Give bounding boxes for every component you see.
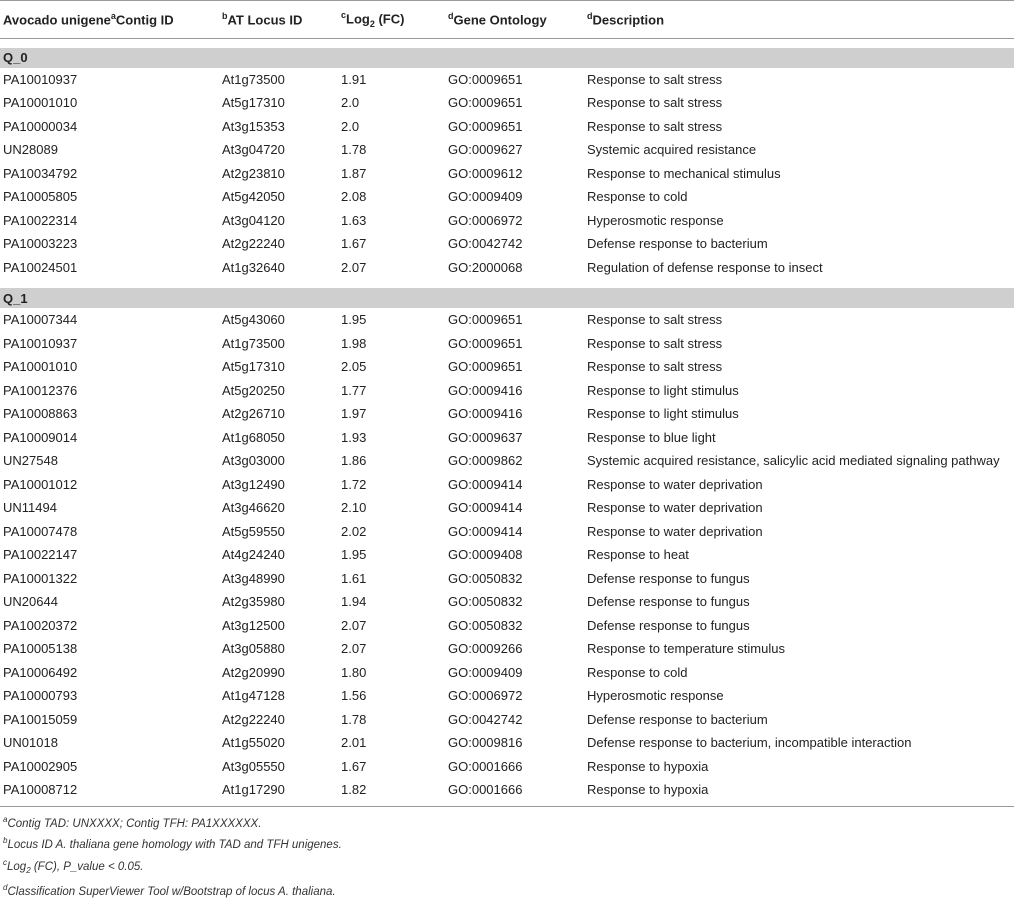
group-spacer: [0, 39, 1014, 48]
locus-id-cell: At1g17290: [219, 778, 338, 802]
contig-id-cell: PA10024501: [0, 256, 219, 280]
locus-id-cell: At5g20250: [219, 379, 338, 403]
go-term-cell: GO:0050832: [445, 567, 584, 591]
go-term-cell: GO:0009651: [445, 308, 584, 332]
go-term-cell: GO:0009651: [445, 68, 584, 92]
table-row: [0, 473, 1014, 497]
log2-fc-cell: 1.82: [338, 778, 445, 802]
go-term-cell: GO:2000068: [445, 256, 584, 280]
log2-fc-cell: 2.10: [338, 496, 445, 520]
log2-fc-cell: 1.78: [338, 138, 445, 162]
table-row: [0, 332, 1014, 356]
table-row: [0, 379, 1014, 403]
go-term-cell: GO:0009637: [445, 426, 584, 450]
table-row: [0, 543, 1014, 567]
log2-fc-cell: 2.07: [338, 256, 445, 280]
log2-fc-cell: 1.77: [338, 379, 445, 403]
table-row: [0, 590, 1014, 614]
log2-fc-cell: 2.01: [338, 731, 445, 755]
table-row: [0, 731, 1014, 755]
description-cell: Response to cold: [584, 185, 1014, 209]
description-cell: Response to hypoxia: [584, 778, 1014, 802]
log2-fc-cell: 1.98: [338, 332, 445, 356]
go-term-cell: GO:0009266: [445, 637, 584, 661]
table-row: [0, 637, 1014, 661]
table-row: [0, 308, 1014, 332]
log2-fc-cell: 1.97: [338, 402, 445, 426]
description-cell: Defense response to bacterium: [584, 708, 1014, 732]
group-header-row: [0, 48, 1014, 68]
locus-id-cell: At1g68050: [219, 426, 338, 450]
log2-fc-cell: 1.67: [338, 755, 445, 779]
table-row: [0, 355, 1014, 379]
contig-id-cell: PA10001010: [0, 91, 219, 115]
log2-fc-cell: 2.07: [338, 637, 445, 661]
contig-id-cell: PA10010937: [0, 68, 219, 92]
description-cell: Systemic acquired resistance: [584, 138, 1014, 162]
locus-id-cell: At1g55020: [219, 731, 338, 755]
table-row: [0, 402, 1014, 426]
description-cell: Defense response to fungus: [584, 614, 1014, 638]
contig-id-cell: UN11494: [0, 496, 219, 520]
contig-id-cell: PA10003223: [0, 232, 219, 256]
table-row: [0, 209, 1014, 233]
contig-id-cell: PA10005138: [0, 637, 219, 661]
description-cell: Response to salt stress: [584, 355, 1014, 379]
description-cell: Response to heat: [584, 543, 1014, 567]
log2-fc-cell: 1.95: [338, 543, 445, 567]
table-row: [0, 778, 1014, 802]
go-term-cell: GO:0001666: [445, 755, 584, 779]
log2-fc-cell: 1.78: [338, 708, 445, 732]
table-row: [0, 449, 1014, 473]
contig-id-cell: UN28089: [0, 138, 219, 162]
locus-id-cell: At3g03000: [219, 449, 338, 473]
footnotes: [0, 807, 1014, 901]
description-cell: Response to mechanical stimulus: [584, 162, 1014, 186]
go-term-cell: GO:0001666: [445, 778, 584, 802]
locus-id-cell: At1g47128: [219, 684, 338, 708]
description-cell: Response to light stimulus: [584, 402, 1014, 426]
contig-id-cell: PA10008863: [0, 402, 219, 426]
table-row: [0, 256, 1014, 280]
go-term-cell: GO:0009408: [445, 543, 584, 567]
go-term-cell: GO:0009414: [445, 473, 584, 497]
table-row: [0, 614, 1014, 638]
go-term-cell: GO:0009816: [445, 731, 584, 755]
table-row: [0, 520, 1014, 544]
locus-id-cell: At2g35980: [219, 590, 338, 614]
contig-id-cell: PA10009014: [0, 426, 219, 450]
log2-fc-cell: 1.95: [338, 308, 445, 332]
table-row: [0, 91, 1014, 115]
go-term-cell: GO:0006972: [445, 684, 584, 708]
locus-id-cell: At1g73500: [219, 68, 338, 92]
table-row: [0, 232, 1014, 256]
footnote-b: $^b$Locus ID A. thaliana gene homology with TAD and TFH unigenes.: [3, 832, 1014, 854]
locus-id-cell: At5g17310: [219, 355, 338, 379]
go-term-cell: GO:0009627: [445, 138, 584, 162]
description-cell: Response to blue light: [584, 426, 1014, 450]
header-description: $^d$Description: [584, 1, 1014, 39]
description-cell: Response to salt stress: [584, 332, 1014, 356]
header-gene-ontology: $^d$Gene Ontology: [445, 1, 584, 39]
header-contig-id: Avocado unigene$^a$Contig ID: [0, 1, 219, 39]
contig-id-cell: UN01018: [0, 731, 219, 755]
contig-id-cell: PA10022147: [0, 543, 219, 567]
table-row: [0, 115, 1014, 139]
table-row: [0, 496, 1014, 520]
go-term-cell: GO:0009612: [445, 162, 584, 186]
log2-fc-cell: 2.07: [338, 614, 445, 638]
description-cell: Response to water deprivation: [584, 520, 1014, 544]
go-term-cell: GO:0050832: [445, 614, 584, 638]
contig-id-cell: PA10000034: [0, 115, 219, 139]
contig-id-cell: PA10008712: [0, 778, 219, 802]
header-at-locus-id: $^b$AT Locus ID: [219, 1, 338, 39]
locus-id-cell: At1g32640: [219, 256, 338, 280]
description-cell: Regulation of defense response to insect: [584, 256, 1014, 280]
contig-id-cell: PA10010937: [0, 332, 219, 356]
description-cell: Response to salt stress: [584, 115, 1014, 139]
table-row: [0, 138, 1014, 162]
log2-fc-cell: 2.05: [338, 355, 445, 379]
contig-id-cell: PA10020372: [0, 614, 219, 638]
go-term-cell: GO:0042742: [445, 708, 584, 732]
contig-id-cell: PA10001010: [0, 355, 219, 379]
locus-id-cell: At2g22240: [219, 708, 338, 732]
locus-id-cell: At3g04720: [219, 138, 338, 162]
header-log2-fc: $^c$Log$_2$ (FC): [338, 1, 445, 39]
go-term-cell: GO:0009651: [445, 91, 584, 115]
locus-id-cell: At3g15353: [219, 115, 338, 139]
locus-id-cell: At1g73500: [219, 332, 338, 356]
locus-id-cell: At3g48990: [219, 567, 338, 591]
locus-id-cell: At2g22240: [219, 232, 338, 256]
locus-id-cell: At3g05880: [219, 637, 338, 661]
table-row: [0, 661, 1014, 685]
group-label: Q_1: [0, 288, 1014, 308]
log2-fc-cell: 2.08: [338, 185, 445, 209]
footnote-d: $^d$Classification SuperViewer Tool w/Bootstrap of locus A. thaliana.: [3, 879, 1014, 901]
log2-fc-cell: 1.86: [338, 449, 445, 473]
log2-fc-cell: 1.67: [338, 232, 445, 256]
go-term-cell: GO:0009409: [445, 185, 584, 209]
go-term-cell: GO:0009862: [445, 449, 584, 473]
go-term-cell: GO:0009416: [445, 402, 584, 426]
description-cell: Response to temperature stimulus: [584, 637, 1014, 661]
contig-id-cell: PA10001322: [0, 567, 219, 591]
log2-fc-cell: 2.0: [338, 91, 445, 115]
table-row: [0, 426, 1014, 450]
go-term-cell: GO:0009651: [445, 332, 584, 356]
table-body: [0, 39, 1014, 802]
log2-fc-cell: 2.02: [338, 520, 445, 544]
locus-id-cell: At3g46620: [219, 496, 338, 520]
go-term-cell: GO:0006972: [445, 209, 584, 233]
locus-id-cell: At3g12500: [219, 614, 338, 638]
description-cell: Defense response to bacterium: [584, 232, 1014, 256]
locus-id-cell: At2g26710: [219, 402, 338, 426]
go-term-cell: GO:0009651: [445, 115, 584, 139]
description-cell: Defense response to fungus: [584, 590, 1014, 614]
description-cell: Response to water deprivation: [584, 496, 1014, 520]
contig-id-cell: PA10001012: [0, 473, 219, 497]
contig-id-cell: PA10012376: [0, 379, 219, 403]
table-row: [0, 185, 1014, 209]
go-term-cell: GO:0009414: [445, 520, 584, 544]
go-term-cell: GO:0009651: [445, 355, 584, 379]
footnote-c: $^c$Log$_2$ (FC), P_value < 0.05.: [3, 854, 1014, 879]
description-cell: Response to water deprivation: [584, 473, 1014, 497]
description-cell: Hyperosmotic response: [584, 209, 1014, 233]
footnote-a: $^a$Contig TAD: UNXXXX; Contig TFH: PA1XXXXXX.: [3, 811, 1014, 833]
locus-id-cell: At4g24240: [219, 543, 338, 567]
contig-id-cell: PA10005805: [0, 185, 219, 209]
table-row: [0, 567, 1014, 591]
description-cell: Systemic acquired resistance, salicylic acid mediated signaling pathway: [584, 449, 1014, 473]
log2-fc-cell: 1.72: [338, 473, 445, 497]
locus-id-cell: At5g43060: [219, 308, 338, 332]
contig-id-cell: UN27548: [0, 449, 219, 473]
description-cell: Response to cold: [584, 661, 1014, 685]
group-label: Q_0: [0, 48, 1014, 68]
table-row: [0, 68, 1014, 92]
contig-id-cell: PA10000793: [0, 684, 219, 708]
contig-id-cell: UN20644: [0, 590, 219, 614]
go-term-cell: GO:0009409: [445, 661, 584, 685]
description-cell: Defense response to fungus: [584, 567, 1014, 591]
locus-id-cell: At5g59550: [219, 520, 338, 544]
table-header: [0, 1, 1014, 39]
locus-id-cell: At3g05550: [219, 755, 338, 779]
table-row: [0, 755, 1014, 779]
locus-id-cell: At3g12490: [219, 473, 338, 497]
contig-id-cell: PA10015059: [0, 708, 219, 732]
contig-id-cell: PA10007344: [0, 308, 219, 332]
description-cell: Response to salt stress: [584, 91, 1014, 115]
log2-fc-cell: 2.0: [338, 115, 445, 139]
contig-id-cell: PA10006492: [0, 661, 219, 685]
group-spacer: [0, 279, 1014, 288]
log2-fc-cell: 1.61: [338, 567, 445, 591]
table-row: [0, 684, 1014, 708]
locus-id-cell: At5g17310: [219, 91, 338, 115]
go-term-cell: GO:0050832: [445, 590, 584, 614]
log2-fc-cell: 1.87: [338, 162, 445, 186]
description-cell: Defense response to bacterium, incompatible interaction: [584, 731, 1014, 755]
log2-fc-cell: 1.56: [338, 684, 445, 708]
locus-id-cell: At2g23810: [219, 162, 338, 186]
log2-fc-cell: 1.80: [338, 661, 445, 685]
description-cell: Hyperosmotic response: [584, 684, 1014, 708]
go-term-cell: GO:0009416: [445, 379, 584, 403]
contig-id-cell: PA10022314: [0, 209, 219, 233]
description-cell: Response to salt stress: [584, 308, 1014, 332]
go-term-cell: GO:0009414: [445, 496, 584, 520]
table-row: [0, 162, 1014, 186]
contig-id-cell: PA10002905: [0, 755, 219, 779]
log2-fc-cell: 1.94: [338, 590, 445, 614]
locus-id-cell: At5g42050: [219, 185, 338, 209]
log2-fc-cell: 1.63: [338, 209, 445, 233]
locus-id-cell: At3g04120: [219, 209, 338, 233]
locus-id-cell: At2g20990: [219, 661, 338, 685]
log2-fc-cell: 1.93: [338, 426, 445, 450]
log2-fc-cell: 1.91: [338, 68, 445, 92]
group-header-row: [0, 288, 1014, 308]
description-cell: Response to light stimulus: [584, 379, 1014, 403]
description-cell: Response to hypoxia: [584, 755, 1014, 779]
description-cell: Response to salt stress: [584, 68, 1014, 92]
table-row: [0, 708, 1014, 732]
go-term-cell: GO:0042742: [445, 232, 584, 256]
contig-id-cell: PA10034792: [0, 162, 219, 186]
contig-id-cell: PA10007478: [0, 520, 219, 544]
